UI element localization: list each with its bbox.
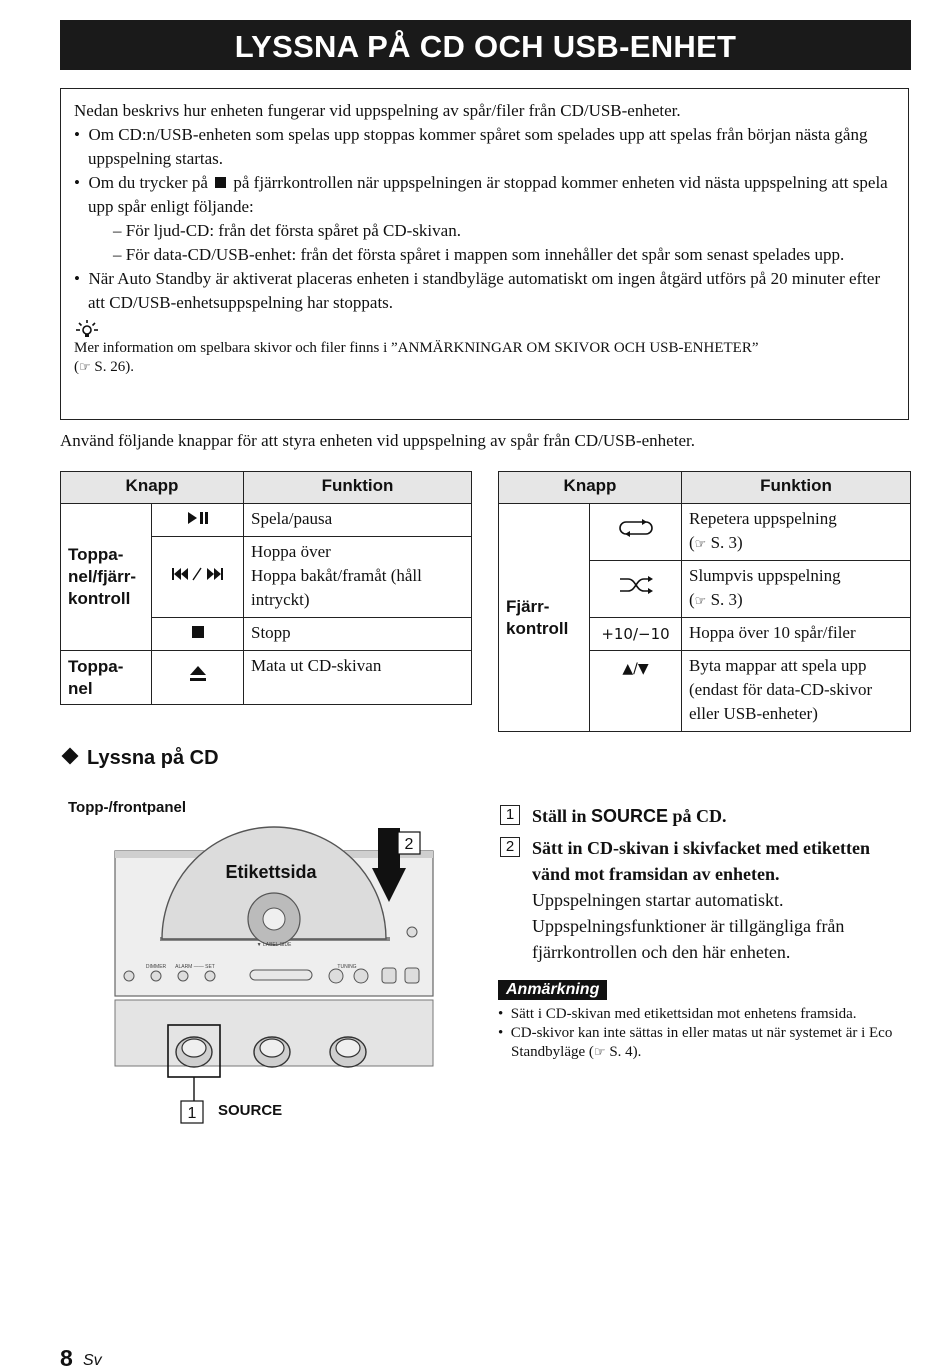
note-list — [498, 1005, 910, 1062]
note-item-2: • CD-skivor kan inte sättas in eller matas ut när systemet är i Eco Standbyläge (☞ S. 4). — [498, 1025, 893, 1060]
intro-line: Använd följande knappar för att styra enheten vid uppspelning av spår från CD/USB-enheter. — [60, 431, 695, 450]
page-language: Sv — [83, 1352, 102, 1369]
lightbulb-tip-icon — [74, 319, 100, 339]
eject-icon — [152, 651, 244, 705]
section-heading: Lyssna på CD — [60, 747, 219, 770]
info-bullet-3: • När Auto Standby är aktiverat placeras enheten i standbyläge automatiskt om ingen åtgärd utförs på 20 minuter efter att CD/USB-enhetsuppspelning har stoppats. — [74, 269, 881, 312]
label-side: ▼ LABEL SIDE — [256, 942, 292, 948]
stop-icon — [152, 618, 244, 651]
function-skip: Hoppa över Hoppa bakåt/framåt (håll intryckt) — [244, 537, 472, 618]
group-toppanel-fjarrkontroll: Toppa- nel/fjärr- kontroll — [61, 504, 152, 651]
page-number: 8 — [60, 1345, 73, 1371]
skip-icon — [152, 537, 244, 618]
page-title: LYSSNA PÅ CD OCH USB-ENHET — [60, 20, 911, 70]
group-fjarrkontroll: Fjärr- kontroll — [499, 504, 590, 732]
function-stop: Stopp — [244, 618, 472, 651]
info-dash-2: – För data-CD/USB-enhet: från det första spåret i mappen som innehåller det spår som senast spelades upp. — [113, 245, 845, 264]
callout-2: 2 — [404, 836, 414, 853]
controls-table-right — [498, 471, 911, 732]
step-2-instruction: Sätt in CD-skivan i skivfacket med etiketten vänd mot framsidan av enheten. — [532, 838, 870, 884]
step-1-number: 1 — [500, 805, 520, 825]
function-folder: Byta mappar att spela upp (endast för data-CD-skivor eller USB-enheter) — [682, 651, 911, 732]
folder-up-down-key: ▲/▼ — [590, 651, 682, 732]
note-tag: Anmärkning — [498, 980, 607, 1000]
info-bullet-2: • Om du trycker på på fjärrkontrollen när uppspelningen är stoppad kommer enheten vid nästa uppspelning att spela upp spår enligt följande: — [74, 173, 888, 216]
stop-icon — [215, 177, 226, 188]
pointing-hand-icon: ☞ — [694, 537, 707, 552]
controls-table-left — [60, 471, 472, 705]
label-dimmer: DIMMER — [145, 964, 167, 970]
header-knapp-right: Knapp — [499, 472, 682, 504]
step-1: 1 Ställ in SOURCE på CD. — [500, 803, 910, 829]
plus10-minus10-key: +10/−10 — [590, 618, 682, 651]
info-intro: Nedan beskrivs hur enheten fungerar vid uppspelning av spår/filer från CD/USB-enheter. — [74, 101, 681, 120]
function-play-pause: Spela/pausa — [244, 504, 472, 537]
header-knapp: Knapp — [61, 472, 244, 504]
play-pause-icon — [152, 504, 244, 537]
callout-1: 1 — [187, 1105, 197, 1122]
function-shuffle: Slumpvis uppspelning (☞ S. 3) — [682, 561, 911, 618]
pointing-hand-icon: ☞ — [694, 594, 707, 609]
label-alarm-set: ALARM —— SET — [175, 964, 215, 970]
steps — [500, 803, 910, 965]
disc-label: Etikettsida — [225, 862, 317, 882]
function-eject: Mata ut CD-skivan — [244, 651, 472, 705]
step-2 — [500, 835, 910, 965]
note-item-1: • Sätt i CD-skivan med etikettsidan mot enhetens framsida. — [498, 1006, 857, 1022]
pointing-hand-icon: ☞ — [593, 1045, 606, 1060]
function-repeat: Repetera uppspelning (☞ S. 3) — [682, 504, 911, 561]
panel-label: Topp-/frontpanel — [68, 799, 187, 816]
step-2-number: 2 — [500, 837, 520, 857]
header-funktion-right: Funktion — [682, 472, 911, 504]
group-toppanel: Toppa- nel — [61, 651, 152, 705]
source-knob — [176, 1037, 212, 1067]
tip-reference: (☞ S. 26). — [74, 359, 134, 375]
header-funktion: Funktion — [244, 472, 472, 504]
pointing-hand-icon: ☞ — [79, 360, 91, 375]
diamond-bullet-icon — [62, 748, 79, 765]
repeat-icon — [590, 504, 682, 561]
info-bullet-1: • Om CD:n/USB-enheten som spelas upp stoppas kommer spåret som spelades upp att spelas från början nästa gång uppspelning startas. — [74, 125, 868, 168]
step-2-detail: Uppspelningen startar automatiskt. Uppspelningsfunktioner är tillgängliga från fjärrkontrollen och den här enheten. — [532, 890, 845, 962]
function-skip-10: Hoppa över 10 spår/filer — [682, 618, 911, 651]
info-dash-1: – För ljud-CD: från det första spåret på CD-skivan. — [113, 221, 461, 240]
device-illustration — [110, 822, 440, 1127]
source-label: SOURCE — [218, 1102, 283, 1119]
shuffle-icon — [590, 561, 682, 618]
tip-text: Mer information om spelbara skivor och filer finns i ”ANMÄRKNINGAR OM SKIVOR OCH USB-ENHETER” — [74, 340, 759, 356]
label-tuning: TUNING — [337, 964, 357, 970]
info-box — [60, 88, 909, 420]
